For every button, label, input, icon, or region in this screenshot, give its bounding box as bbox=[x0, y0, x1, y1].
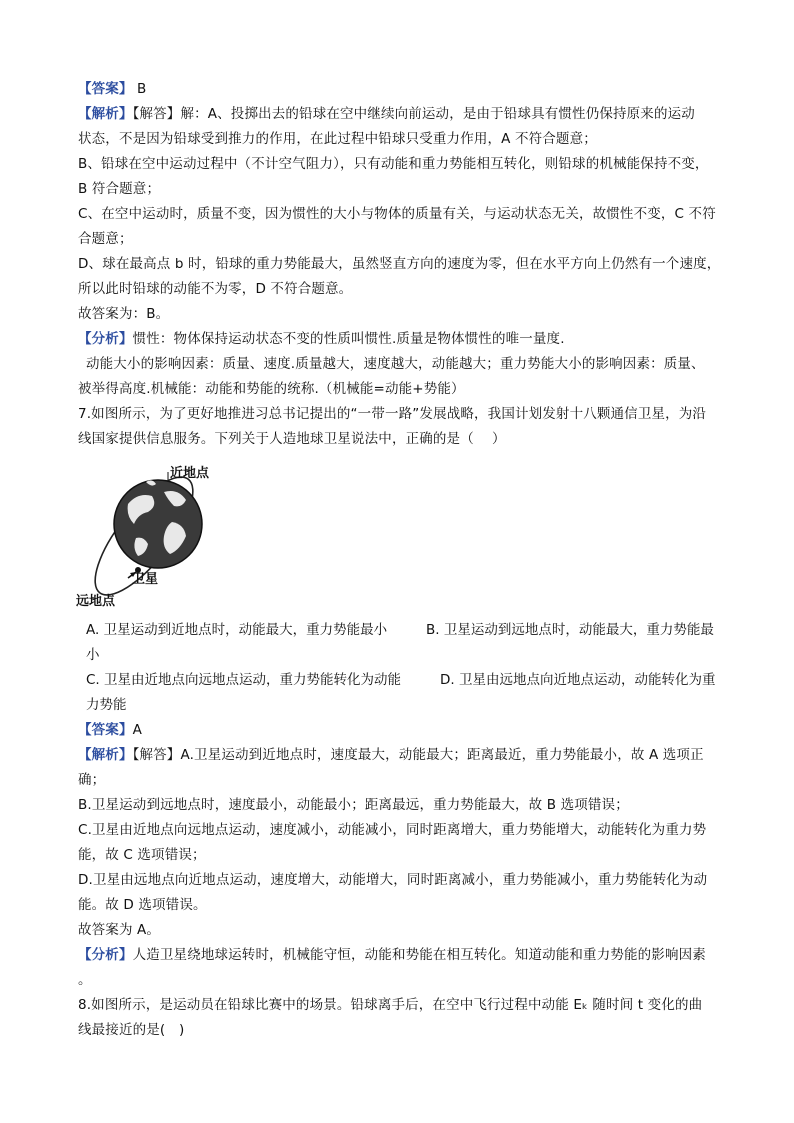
q7-conclusion: 故答案为 A。 bbox=[78, 922, 161, 938]
q6-fenxi-line-2: 动能大小的影响因素：质量、速度.质量越大，速度越大，动能越大；重力势能大小的影响因素：质量、 bbox=[86, 356, 705, 372]
q8-stem-line-1: 8.如图所示，是运动员在铅球比赛中的场景。铅球离手后，在空中飞行过程中动能 Eₖ 随时间 t 变化的曲 bbox=[78, 997, 703, 1013]
q7-fenxi-line-1 bbox=[78, 946, 706, 964]
q6-fenxi-line-1 bbox=[78, 330, 565, 348]
q7-analysis-line-3: B.卫星运动到远地点时，速度最小，动能最小；距离最远，重力势能最大，故 B 选项错误； bbox=[78, 797, 629, 813]
fenxi-tag: 【分析】 bbox=[78, 947, 133, 963]
q7-analysis-line-7: 能。故 D 选项错误。 bbox=[78, 897, 207, 913]
earth-globe bbox=[114, 480, 202, 568]
answer-value: A bbox=[132, 722, 142, 738]
fenxi-tag: 【分析】 bbox=[78, 331, 133, 347]
q6-analysis-line-5: C、在空中运动时，质量不变，因为惯性的大小与物体的质量有关，与运动状态无关，故惯性不变，C 不符 bbox=[78, 206, 716, 222]
q7-option-d: D. 卫星由远地点向近地点运动，动能转化为重 bbox=[440, 672, 716, 688]
q8-stem-line-2: 线最接近的是( ) bbox=[78, 1022, 185, 1038]
q7-answer-line bbox=[78, 721, 142, 739]
analysis-tag: 【解析】 bbox=[78, 106, 133, 122]
q6-conclusion: 故答案为：B。 bbox=[78, 306, 170, 322]
q6-analysis-line-8: 所以此时铅球的动能不为零，D 不符合题意。 bbox=[78, 281, 353, 297]
satellite-orbit-figure bbox=[76, 458, 224, 608]
q7-analysis-line-5: 能，故 C 选项错误； bbox=[78, 847, 206, 863]
analysis-text: 【解答】A.卫星运动到近地点时，速度最大，动能最大；距离最近，重力势能最小，故 A 选项正 bbox=[132, 747, 704, 763]
q7-analysis-line-6: D.卫星由远地点向近地点运动，速度增大，动能增大，同时距离减小，重力势能减小，重力势能转化为动 bbox=[78, 872, 708, 888]
answer-tag: 【答案】 bbox=[78, 722, 133, 738]
q6-analysis-line-4: B 符合题意； bbox=[78, 181, 161, 197]
q6-analysis-line-1 bbox=[78, 105, 695, 123]
q7-option-b: B. 卫星运动到远地点时，动能最大，重力势能最 bbox=[426, 622, 714, 638]
q6-analysis-line-7: D、球在最高点 b 时，铅球的重力势能最大，虽然竖直方向的速度为零，但在水平方向上仍然有一个速度， bbox=[78, 256, 721, 272]
q7-option-c: C. 卫星由近地点向远地点运动，重力势能转化为动能 bbox=[86, 672, 402, 688]
q7-option-d-cont: 力势能 bbox=[86, 697, 127, 713]
q7-option-b-cont: 小 bbox=[86, 647, 100, 663]
q7-analysis-line-4: C.卫星由近地点向远地点运动，速度减小，动能减小，同时距离增大，重力势能增大，动能转化为重力势 bbox=[78, 822, 707, 838]
analysis-text: 【解答】解：A、投掷出去的铅球在空中继续向前运动，是由于铅球具有惯性仍保持原来的运动 bbox=[132, 106, 695, 122]
q6-analysis-line-6: 合题意； bbox=[78, 231, 133, 247]
label-satellite: 卫星 bbox=[132, 572, 159, 587]
analysis-tag: 【解析】 bbox=[78, 747, 133, 763]
answer-value: B bbox=[132, 81, 147, 97]
q6-analysis-line-2: 状态，不是因为铅球受到推力的作用，在此过程中铅球只受重力作用，A 不符合题意； bbox=[78, 131, 597, 147]
q6-fenxi-line-3: 被举得高度.机械能：动能和势能的统称.（机械能=动能+势能） bbox=[78, 381, 465, 397]
answer-tag: 【答案】 bbox=[78, 81, 133, 97]
fenxi-text: 惯性：物体保持运动状态不变的性质叫惯性.质量是物体惯性的唯一量度. bbox=[132, 331, 565, 347]
q7-stem-line-2: 线国家提供信息服务。下列关于人造地球卫星说法中，正确的是（ ） bbox=[78, 431, 506, 447]
q7-stem-line-1: 7.如图所示，为了更好地推进习总书记提出的“一带一路”发展战略，我国计划发射十八颗通信卫星，为沿 bbox=[78, 406, 707, 422]
q7-fenxi-line-2: 。 bbox=[78, 972, 92, 988]
q6-analysis-line-3: B、铅球在空中运动过程中（不计空气阻力），只有动能和重力势能相互转化，则铅球的机械能保持不变， bbox=[78, 156, 709, 172]
fenxi-text: 人造卫星绕地球运转时，机械能守恒，动能和势能在相互转化。知道动能和重力势能的影响因素 bbox=[132, 947, 706, 963]
q7-analysis-line-1 bbox=[78, 746, 704, 764]
label-apogee: 远地点 bbox=[76, 594, 116, 609]
q7-analysis-line-2: 确； bbox=[78, 772, 106, 788]
q7-option-a: A. 卫星运动到近地点时，动能最大，重力势能最小 bbox=[86, 622, 388, 638]
label-perigee: 近地点 bbox=[170, 466, 210, 481]
q6-answer-line bbox=[78, 80, 146, 98]
